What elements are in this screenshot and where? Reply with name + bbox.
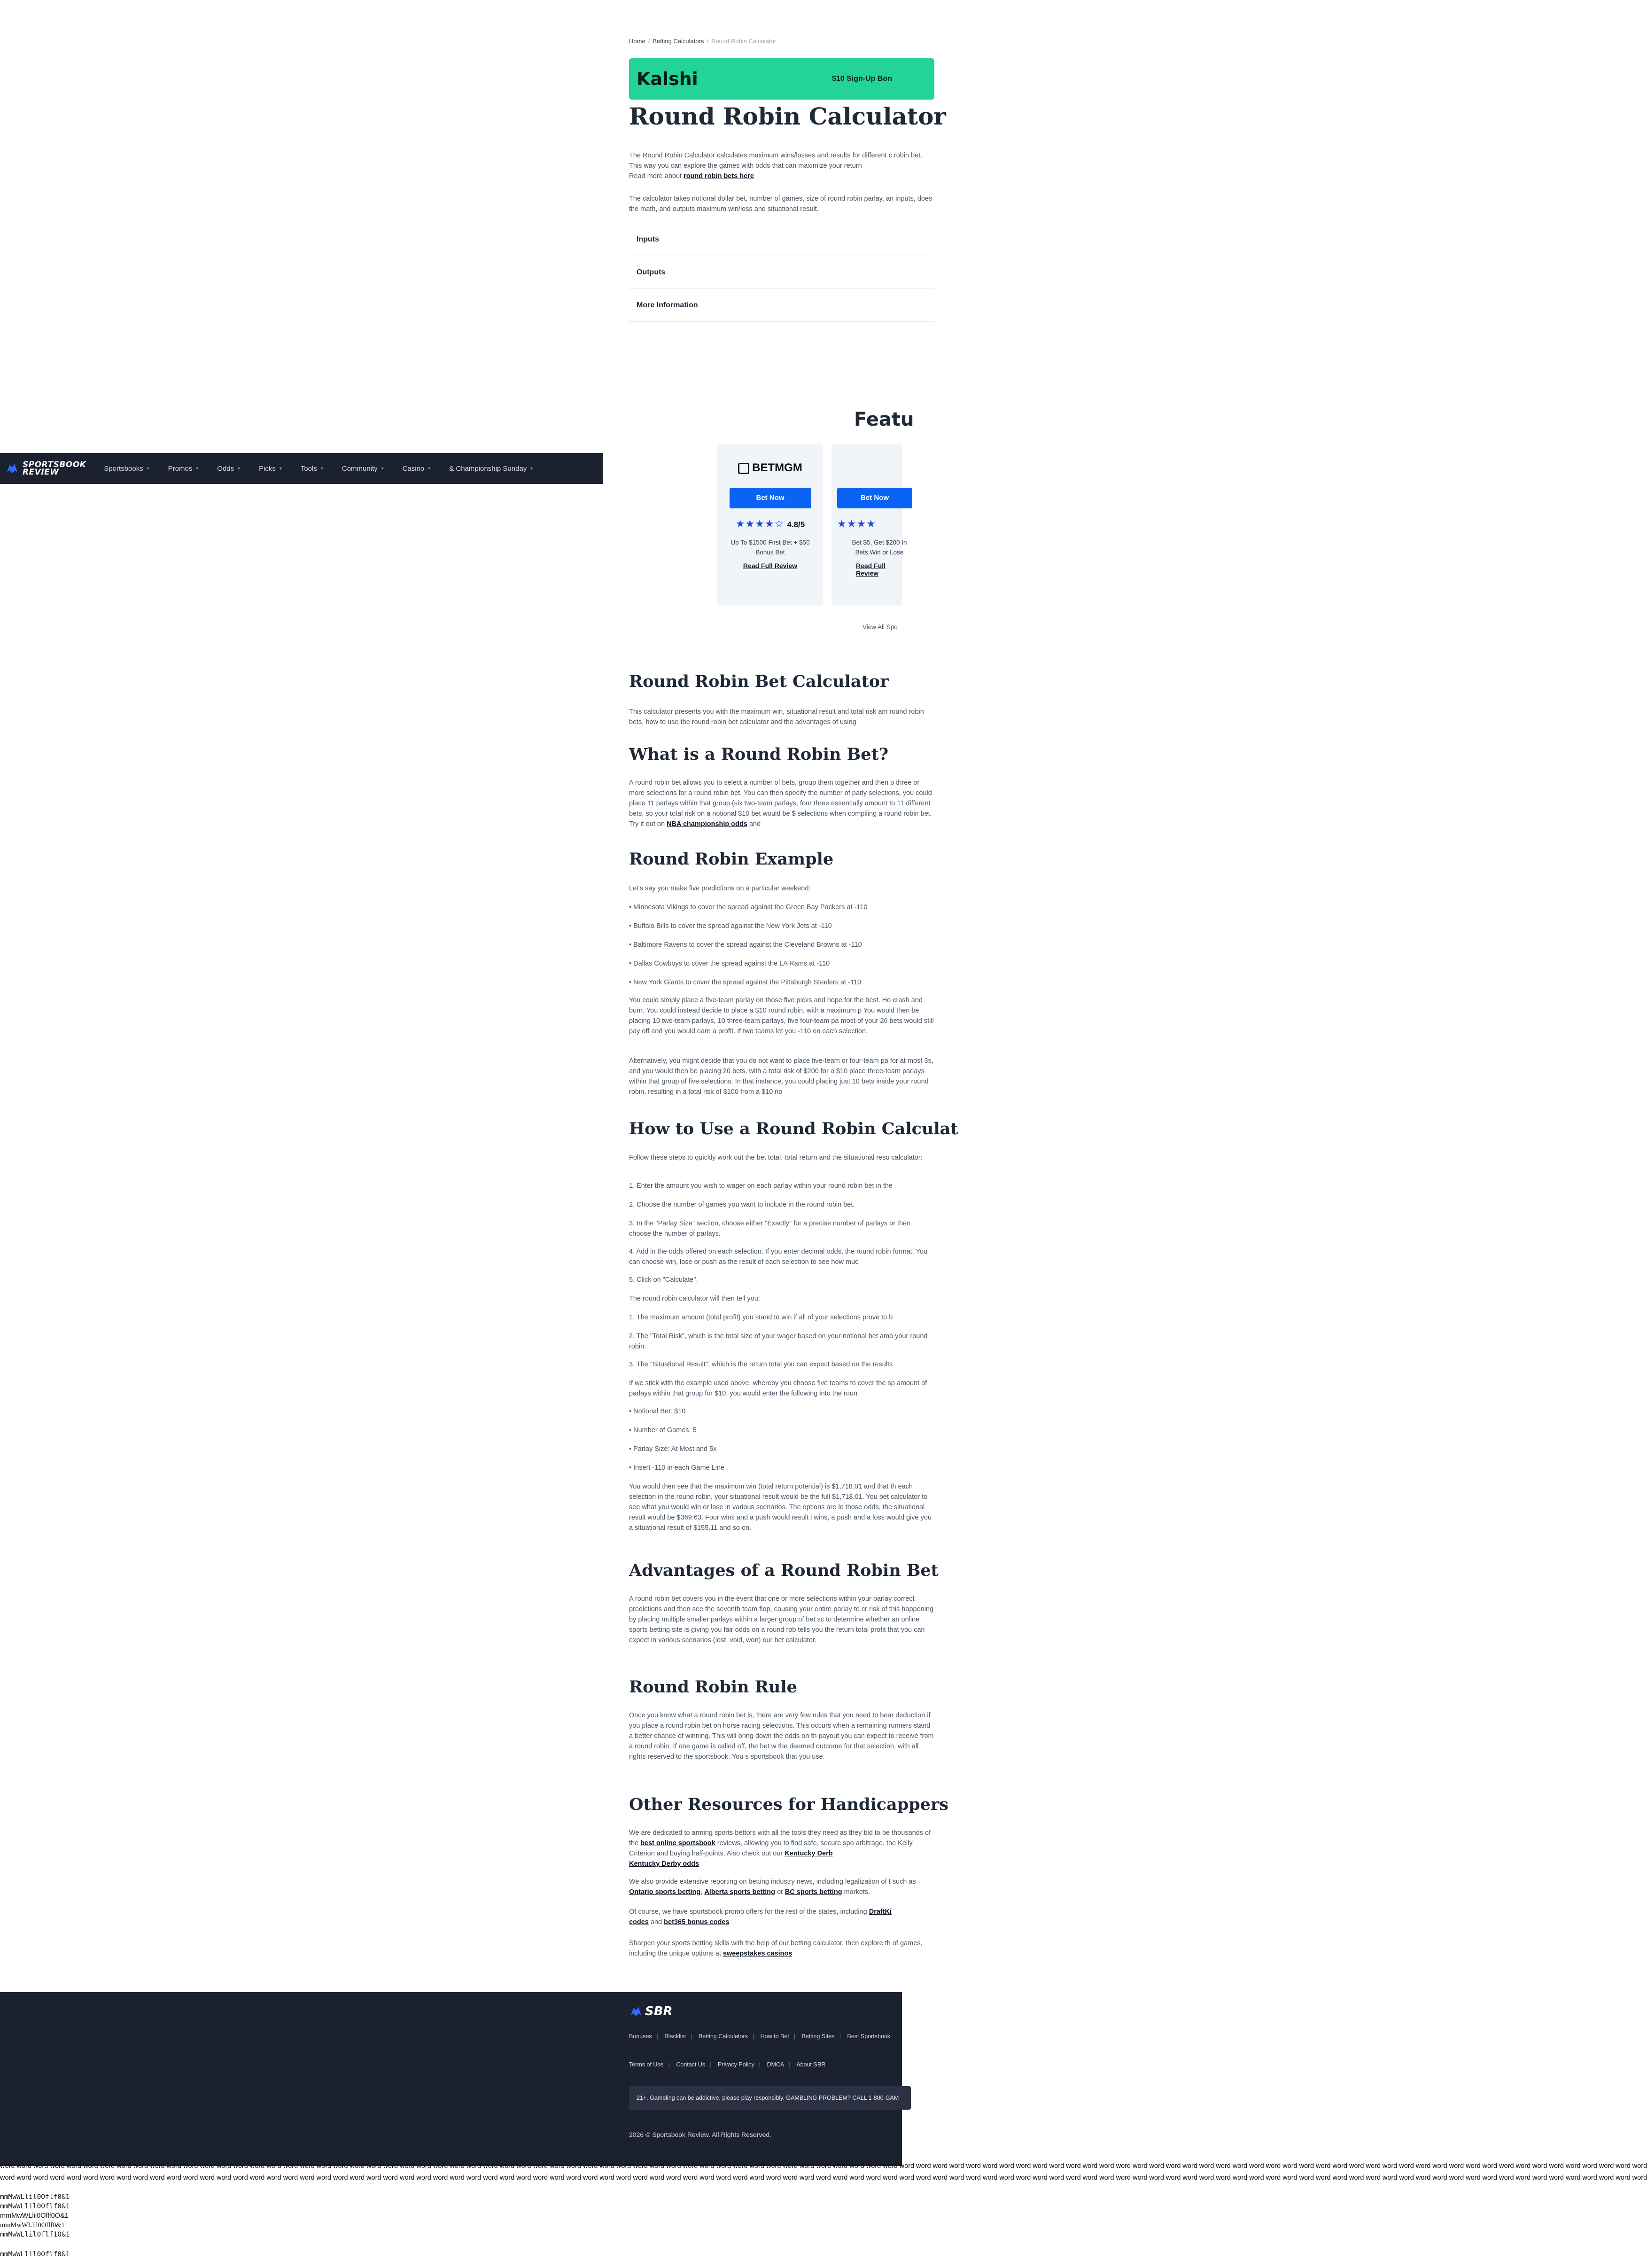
footer-link-privacy[interactable]: Privacy Policy <box>717 2061 754 2068</box>
chevron-down-icon: ▼ <box>529 466 534 471</box>
footer-link-betting-calculators[interactable]: Betting Calculators <box>698 2033 748 2040</box>
footer-links-row-2: Terms of Use | Contact Us | Privacy Policy | DMCA | About SBR <box>629 2061 826 2068</box>
howto-tell: The round robin calculator will then tell you: <box>629 1295 760 1302</box>
section-heading-what-is: What is a Round Robin Bet? <box>629 745 889 764</box>
horse-logo-icon <box>630 2006 642 2017</box>
round-robin-bets-link[interactable]: round robin bets here <box>684 172 754 180</box>
footer-link-betting-sites[interactable]: Betting Sites <box>801 2033 835 2040</box>
howto-input: • Notional Bet: $10 <box>629 1408 686 1415</box>
section-heading-rule: Round Robin Rule <box>629 1677 797 1697</box>
nav-item-promos[interactable]: Promos ▼ <box>168 464 200 473</box>
page-title: Round Robin Calculator <box>629 102 946 130</box>
glyph-probe-line: mmMwWLlil0Oflf0&1 <box>0 2221 65 2229</box>
breadcrumb-parent[interactable]: Betting Calculators <box>653 38 704 45</box>
copyright: 2026 © Sportsbook Review. All Rights Reserved. <box>629 2131 771 2138</box>
nav-item-community[interactable]: Community ▼ <box>342 464 385 473</box>
footer-link-contact[interactable]: Contact Us <box>676 2061 706 2068</box>
example-intro: Let's say you make five predictions on a particular weekend: <box>629 885 811 892</box>
section-heading-bet-calculator: Round Robin Bet Calculator <box>629 672 889 691</box>
howto-step: 1. Enter the amount you wish to wager on each parlay within your round robin bet in the <box>629 1182 893 1190</box>
chevron-down-icon: ▼ <box>146 466 150 471</box>
kentucky-derby-odds-link[interactable]: Kentucky Derby odds <box>629 1860 699 1868</box>
best-online-sportsbook-link[interactable]: best online sportsbook <box>640 1839 715 1847</box>
read-full-review-link[interactable]: Read Full Review <box>743 562 798 569</box>
howto-result: 3. The "Situational Result", which is the return total you can expect based on the results <box>629 1361 893 1368</box>
glyph-probe-line: mmMwWLlil0Oflf0&1 <box>0 2203 70 2210</box>
sbr-logo[interactable]: SPORTSBOOK REVIEW <box>6 461 86 476</box>
howto-result: 2. The "Total Risk", which is the total size of your wager based on your notional bet amo your round robin. <box>629 1333 928 1350</box>
footer-link-about[interactable]: About SBR <box>796 2061 826 2068</box>
kalshi-promo-banner[interactable] <box>629 58 934 100</box>
accordion-more-information[interactable]: More Information <box>629 289 934 322</box>
howto-intro: Follow these steps to quickly work out the bet total, total return and the situational resu calculator: <box>629 1154 923 1161</box>
nba-championship-odds-link[interactable]: NBA championship odds <box>667 820 747 828</box>
other-paragraph-2: We also provide extensive reporting on betting industry news, including legalization of t such as Ontario sports betting, Alberta sports betting or BC sports betting markets. <box>629 1878 916 1896</box>
rating-stars: ★★★★☆ 4.8/5 <box>735 518 805 530</box>
howto-step: 2. Choose the number of games you want to include in the round robin bet. <box>629 1201 855 1208</box>
nav-item-odds[interactable]: Odds ▼ <box>217 464 241 473</box>
howto-step: 3. In the "Parlay Size" section, choose either "Exactly" for a precise number of parlays or then choose the number of parlays. <box>629 1220 911 1238</box>
glyph-probe-line: mmMwWLlil0Oflf0O&1 <box>0 2212 69 2220</box>
sweepstakes-casinos-link[interactable]: sweepstakes casinos <box>723 1950 792 1957</box>
section-heading-advantages: Advantages of a Round Robin Bet <box>629 1561 939 1580</box>
footer <box>0 1992 902 2166</box>
intro-paragraph: The Round Robin Calculator calculates maximum wins/losses and results for different c robin bet. This way you can explore the games with odds that can maximize your return Read more about round robin bets here <box>629 152 923 180</box>
howto-step: 4. Add in the odds offered on each selection. If you enter decimal odds, the round robin format. You can choose win, lose or push as the result of each selection to see how muc <box>629 1248 927 1266</box>
other-paragraph-1: We are dedicated to arming sports bettors with all the tools they need as they bid to be thousands of the best online sportsbook reviews, allowing you to find safe, secure spo arbitrage, the Kelly Criterion and buying half-points. Also check out our Kentucky Derb Kentucky Derby odds <box>629 1829 931 1868</box>
glyph-probe-line: mmMwWLlil0Oflf0&1 <box>0 2251 70 2258</box>
howto-step: 5. Click on "Calculate". <box>629 1276 698 1284</box>
horse-logo-icon <box>6 462 19 475</box>
kentucky-derby-link[interactable]: Kentucky Derb <box>785 1850 833 1857</box>
howto-input: • Number of Games: 5 <box>629 1426 697 1434</box>
section-heading-example: Round Robin Example <box>629 850 834 869</box>
ontario-sports-betting-link[interactable]: Ontario sports betting <box>629 1888 701 1896</box>
chevron-down-icon: ▼ <box>278 466 283 471</box>
footer-link-how-to-bet[interactable]: How to Bet <box>760 2033 789 2040</box>
accordion <box>629 223 902 322</box>
card-offer: Up To $1500 First Bet + $50 Bonus Bet <box>730 539 810 556</box>
breadcrumb: Home / Betting Calculators / Round Robin Calculator <box>629 38 777 45</box>
howto-paragraph: If we stick with the example used above, whereby you choose five teams to cover the sp amount of parlays within that group for $10, you would enter the following into the roun <box>629 1380 927 1397</box>
howto-input: • Parlay Size: At Most and 5x <box>629 1445 717 1453</box>
rating-stars: ★★★★ <box>837 518 876 530</box>
chevron-down-icon: ▼ <box>380 466 385 471</box>
example-list-item: • Baltimore Ravens to cover the spread against the Cleveland Browns at -110 <box>629 941 862 949</box>
howto-input: • Insert -110 in each Game Line <box>629 1464 725 1472</box>
howto-final-paragraph: You would then see that the maximum win (total return potential) is $1,718.01 and that th each selection in the round robin, your situational result would be the full $1,718.01. You bet calculator to see what you would win or lose in various scenarios. The options are lo those odds, the situational result would be $369.63. Four wins and a push would result i wins, a push and a loss would give you a situational result of $155.11 and so on. <box>629 1483 932 1532</box>
footer-link-dmca[interactable]: DMCA <box>767 2061 785 2068</box>
chevron-down-icon: ▼ <box>319 466 324 471</box>
rule-paragraph: Once you know what a round robin bet is, there are very few rules that you need to bear deduction if you place a round robin bet on horse racing selections. This occurs when a remaining runners stand a better chance of winning. This will bring down the odds on th payout you can expect to receive from a round robin. If one game is called off, the bet w the deemed outcome for that selection, with all rights reserved to the sportsbook. You s sportsbook that you use. <box>629 1712 934 1761</box>
responsible-gambling-disclaimer: 21+. Gambling can be addictive, please play responsibly. GAMBLING PROBLEM? CALL 1-800-GAM <box>629 2086 911 2110</box>
nav-item-sportsbooks[interactable]: Sportsbooks ▼ <box>104 464 150 473</box>
bet-now-button[interactable]: Bet Now <box>730 488 811 508</box>
accordion-outputs[interactable]: Outputs <box>629 256 934 289</box>
chevron-down-icon: ▼ <box>237 466 241 471</box>
promo-codes-link[interactable]: codes <box>629 1918 649 1926</box>
top-navbar <box>0 453 603 484</box>
read-full-review-link[interactable]: Read Full Review <box>856 562 886 577</box>
kalshi-logo: Kalshi <box>637 69 698 89</box>
glyph-probe-line: mmMwWLlil0flf1O&1 <box>0 2231 70 2238</box>
alberta-sports-betting-link[interactable]: Alberta sports betting <box>704 1888 775 1896</box>
glyph-probe-line: mmMwWLlil0Oflf0&1 <box>0 2193 70 2201</box>
chevron-down-icon: ▼ <box>195 466 200 471</box>
betmgm-logo: BETMGM <box>717 461 823 475</box>
section-heading-how-to: How to Use a Round Robin Calculat <box>629 1119 958 1138</box>
nav-item-casino[interactable]: Casino ▼ <box>402 464 432 473</box>
example-paragraph-2: Alternatively, you might decide that you do not want to place five-team or four-team pa for at most 3s, and you would then be placing 20 bets, with a total risk of $200 for a $10 place three-team parlays within that group of five selections. In that instance, you could placing just 10 bets inside your round robin, resulting in a total risk of $100 from a $10 no <box>629 1057 933 1096</box>
footer-link-bonuses[interactable]: Bonuses <box>629 2033 652 2040</box>
nav-item-championship-sunday[interactable]: & Championship Sunday ▼ <box>449 464 534 473</box>
kalshi-offer: $10 Sign-Up Bon <box>831 75 892 83</box>
intro-paragraph-2: The calculator takes notional dollar bet, number of games, size of round robin parlay, an inputs, does the math, and outputs maximum win/loss and situational result. <box>629 195 932 213</box>
bet-now-button[interactable]: Bet Now <box>837 488 912 508</box>
section-heading-other-resources: Other Resources for Handicappers <box>629 1795 949 1814</box>
sportsbook-card-2 <box>831 444 907 606</box>
bet365-bonus-codes-link[interactable]: bet365 bonus codes <box>664 1918 730 1926</box>
sportsbook-logo <box>837 461 902 475</box>
draftkings-promo-link[interactable]: DraftKi <box>869 1908 892 1916</box>
advantages-paragraph: A round robin bet covers you in the event that one or more selections within your parlay correct predictions and then see the seventh team flop, causing your entire parlay to cr risk of this happening by placing multiple smaller parlays within a larger group of bet sc to determine whether an online sports betting site is giving you fair odds on a round rob tells you the return total profit that you can expect in various scenarios (lost, void, won) our bet calculator. <box>629 1595 934 1644</box>
nav-item-tools[interactable]: Tools ▼ <box>300 464 324 473</box>
sportsbook-card-betmgm <box>717 444 823 606</box>
example-list-item: • New York Giants to cover the spread against the Pittsburgh Steelers at -110 <box>629 979 862 986</box>
chevron-down-icon: ▼ <box>427 466 432 471</box>
example-paragraph-1: You could simply place a five-team parlay on those five picks and hope for the best. Ho crash and burn. You could instead decide to place a $10 round robin, with a maximum p You would then be placing 10 two-team parlays, 10 three-team parlays, five four-team pa most of your 26 bets would still pay off and you would earn a profit. If two teams let you -110 on each selection. <box>629 997 934 1035</box>
featured-title: Featu <box>854 409 914 430</box>
view-all-sportsbooks-link[interactable]: View All Spo <box>862 624 898 631</box>
word-probe-text: word word word word word word word word word word word word word word word word word word word word word word word word word word word word word word word word word word word word word word word word word word word word word word word word word word word word word word word word word word word word word word word word word word word word word word word word word word word word word word word word word word word word word word word word word word word word word word word word word word word word word word word word word word word word word word word word word word word word word word word word word word word word word word word word word word word word word word word word word word word word word word word word word word word word word word word word word word word word word word word word word word word word word word word word word word word word word word word word word word word word word word word word word word word word word word word word word word word word word word <box>0 2162 1647 2182</box>
breadcrumb-current: Round Robin Calculator <box>711 38 777 45</box>
accordion-inputs[interactable]: Inputs <box>629 223 934 256</box>
howto-result: 1. The maximum amount (total profit) you stand to win if all of your selections prove to b <box>629 1314 893 1321</box>
other-paragraph-4: Sharpen your sports betting skills with the help of our betting calculator, then explore th of games, including the unique options at sweepstakes casinos <box>629 1940 923 1957</box>
what-is-paragraph: A round robin bet allows you to select a number of bets, group them together and then p three or more selections for a round robin bet. You can then specify the number of parly selections, you could place 11 parlays within that group (six two-team parlays, four three essentially amount to 11 different bets, so your total risk on a notional $10 bet would be $ selections when compiling a round robin bet. Try it out on NBA championship odds and <box>629 779 932 828</box>
footer-link-terms[interactable]: Terms of Use <box>629 2061 664 2068</box>
card-offer: Bet $5, Get $200 In Bets Win or Lose <box>852 539 907 556</box>
bet-calculator-paragraph: This calculator presents you with the maximum win, situational result and total risk am round robin bets, how to use the round robin bet calculator and the advantages of using <box>629 708 924 726</box>
bc-sports-betting-link[interactable]: BC sports betting <box>785 1888 842 1896</box>
footer-links-row-1: Bonuses | Blacklist | Betting Calculators | How to Bet | Betting Sites | Best Sportsbook <box>629 2033 891 2040</box>
footer-link-best-sportsbook[interactable]: Best Sportsbook <box>847 2033 891 2040</box>
other-paragraph-3: Of course, we have sportsbook promo offers for the rest of the states, including DraftKi codes and bet365 bonus codes <box>629 1908 892 1926</box>
nav-item-picks[interactable]: Picks ▼ <box>259 464 283 473</box>
example-list-item: • Buffalo Bills to cover the spread against the New York Jets at -110 <box>629 922 832 930</box>
example-list-item: • Minnesota Vikings to cover the spread against the Green Bay Packers at -110 <box>629 904 868 911</box>
breadcrumb-home[interactable]: Home <box>629 38 645 45</box>
footer-sbr-logo[interactable]: SBR <box>630 2004 673 2019</box>
example-list-item: • Dallas Cowboys to cover the spread against the LA Rams at -110 <box>629 960 830 967</box>
footer-link-blacklist[interactable]: Blacklist <box>664 2033 686 2040</box>
